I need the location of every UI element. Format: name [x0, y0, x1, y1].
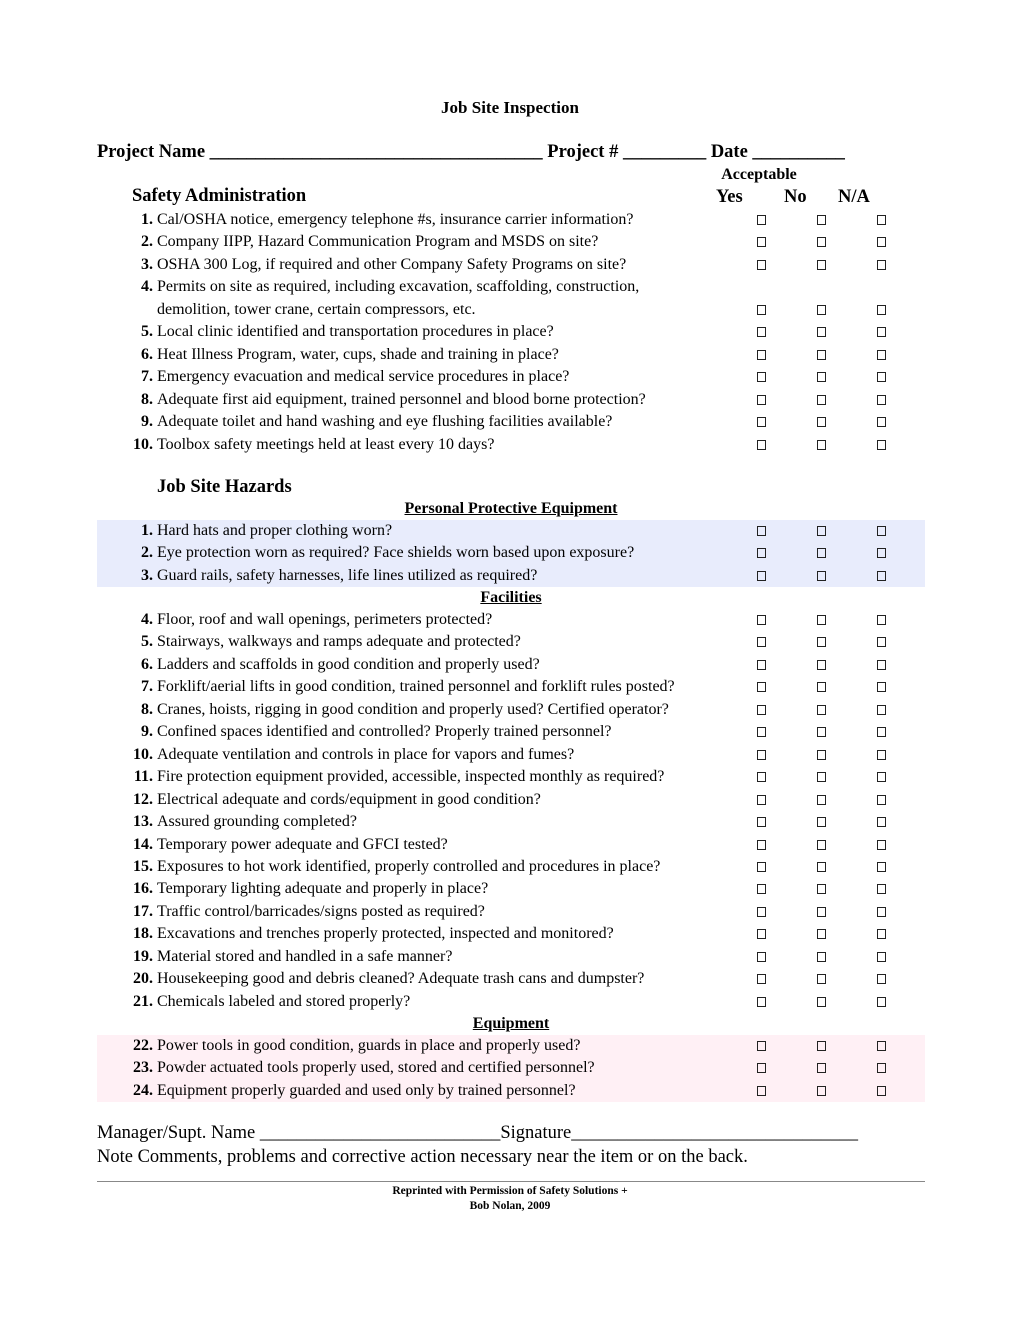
item-text: Cranes, hoists, rigging in good condition and properly used? Certified operator? — [157, 700, 669, 718]
na-checkbox[interactable] — [877, 327, 886, 337]
yes-checkbox[interactable] — [757, 637, 766, 647]
no-checkbox[interactable] — [817, 952, 826, 962]
item-number: 12. — [133, 790, 153, 808]
na-checkbox[interactable] — [877, 215, 886, 225]
checklist-row — [97, 946, 925, 969]
item-text: Temporary lighting adequate and properly in place? — [157, 880, 489, 898]
na-checkbox[interactable] — [877, 727, 886, 737]
checklist-row — [97, 520, 925, 543]
divider — [97, 1181, 925, 1182]
item-text: Temporary power adequate and GFCI tested? — [157, 835, 448, 853]
item-text: Guard rails, safety harnesses, life lines utilized as required? — [157, 566, 538, 584]
yes-checkbox[interactable] — [757, 705, 766, 715]
yes-checkbox[interactable] — [757, 997, 766, 1007]
yes-checkbox[interactable] — [757, 526, 766, 536]
equipment-subheading: Equipment — [472, 1015, 550, 1032]
item-text: Adequate toilet and hand washing and eye flushing facilities available? — [157, 413, 613, 431]
no-checkbox[interactable] — [817, 772, 826, 782]
item-number: 5. — [141, 323, 153, 341]
na-checkbox[interactable] — [877, 260, 886, 270]
na-checkbox[interactable] — [877, 682, 886, 692]
yes-checkbox[interactable] — [757, 215, 766, 225]
na-checkbox[interactable] — [877, 660, 886, 670]
item-text: Permits on site as required, including excavation, scaffolding, construction, — [157, 278, 640, 296]
no-checkbox[interactable] — [817, 327, 826, 337]
na-checkbox[interactable] — [877, 615, 886, 625]
na-checkbox[interactable] — [877, 637, 886, 647]
item-text: Hard hats and proper clothing worn? — [157, 522, 393, 539]
item-number: 2. — [141, 233, 153, 251]
item-number: 24. — [133, 1081, 153, 1099]
checklist-row — [97, 766, 925, 789]
item-number: 9. — [141, 723, 153, 741]
item-number: 11. — [133, 768, 153, 786]
item-text: Traffic control/barricades/signs posted as required? — [157, 902, 485, 920]
checklist-row-continuation — [97, 299, 925, 322]
column-no: No — [784, 187, 807, 207]
no-checkbox[interactable] — [817, 974, 826, 984]
item-text: Housekeeping good and debris cleaned? Adequate trash cans and dumpster? — [157, 970, 645, 988]
no-checkbox[interactable] — [817, 1086, 826, 1096]
yes-checkbox[interactable] — [757, 840, 766, 850]
item-text: Local clinic identified and transportation procedures in place? — [157, 323, 554, 341]
item-number: 6. — [141, 345, 153, 363]
ppe-subheading: Personal Protective Equipment — [404, 500, 618, 517]
no-checkbox[interactable] — [817, 237, 826, 247]
yes-checkbox[interactable] — [757, 548, 766, 558]
no-checkbox[interactable] — [817, 907, 826, 917]
item-number: 10. — [133, 435, 153, 453]
no-checkbox[interactable] — [817, 526, 826, 536]
item-text: Material stored and handled in a safe manner? — [157, 947, 453, 965]
item-text: Assured grounding completed? — [157, 813, 357, 831]
item-text: Adequate ventilation and controls in place for vapors and fumes? — [157, 745, 575, 763]
item-number: 18. — [133, 925, 153, 943]
yes-checkbox[interactable] — [757, 727, 766, 737]
no-checkbox[interactable] — [817, 395, 826, 405]
item-text: Exposures to hot work identified, properly controlled and procedures in place? — [157, 857, 661, 875]
na-checkbox[interactable] — [877, 795, 886, 805]
no-checkbox[interactable] — [817, 215, 826, 225]
yes-checkbox[interactable] — [757, 395, 766, 405]
no-checkbox[interactable] — [817, 705, 826, 715]
yes-checkbox[interactable] — [757, 372, 766, 382]
na-checkbox[interactable] — [877, 571, 886, 581]
yes-checkbox[interactable] — [757, 772, 766, 782]
yes-checkbox[interactable] — [757, 237, 766, 247]
no-checkbox[interactable] — [817, 750, 826, 760]
checklist-row — [97, 811, 925, 834]
checklist-row — [97, 565, 925, 588]
no-checkbox[interactable] — [817, 571, 826, 581]
no-checkbox[interactable] — [817, 305, 826, 315]
column-na: N/A — [838, 187, 870, 207]
na-checkbox[interactable] — [877, 350, 886, 360]
item-number: 10. — [133, 745, 153, 763]
item-number: 17. — [133, 902, 153, 920]
na-checkbox[interactable] — [877, 440, 886, 450]
item-number: 15. — [133, 857, 153, 875]
no-checkbox[interactable] — [817, 372, 826, 382]
no-checkbox[interactable] — [817, 417, 826, 427]
no-checkbox[interactable] — [817, 840, 826, 850]
item-text: Toolbox safety meetings held at least every 10 days? — [157, 435, 495, 453]
no-checkbox[interactable] — [817, 929, 826, 939]
yes-checkbox[interactable] — [757, 417, 766, 427]
no-checkbox[interactable] — [817, 350, 826, 360]
item-number: 1. — [141, 211, 153, 228]
no-checkbox[interactable] — [817, 727, 826, 737]
yes-checkbox[interactable] — [757, 660, 766, 670]
no-checkbox[interactable] — [817, 615, 826, 625]
item-text: Fire protection equipment provided, accessible, inspected monthly as required? — [157, 768, 665, 786]
item-number: 8. — [141, 390, 153, 408]
item-text: Heat Illness Program, water, cups, shade and training in place? — [157, 345, 559, 363]
item-number: 20. — [133, 970, 153, 988]
yes-checkbox[interactable] — [757, 750, 766, 760]
na-checkbox[interactable] — [877, 997, 886, 1007]
yes-checkbox[interactable] — [757, 907, 766, 917]
na-checkbox[interactable] — [877, 548, 886, 558]
safety-administration-heading: Safety Administration — [132, 186, 307, 206]
item-text: Powder actuated tools properly used, stored and certified personnel? — [157, 1059, 595, 1077]
item-number: 5. — [141, 633, 153, 651]
checklist-row — [97, 1080, 925, 1103]
item-number: 21. — [133, 992, 153, 1010]
item-text: Equipment properly guarded and used only by trained personnel? — [157, 1081, 576, 1099]
item-number: 6. — [141, 655, 153, 673]
yes-checkbox[interactable] — [757, 974, 766, 984]
no-checkbox[interactable] — [817, 817, 826, 827]
no-checkbox[interactable] — [817, 795, 826, 805]
yes-checkbox[interactable] — [757, 1063, 766, 1073]
item-text: Forklift/aerial lifts in good condition, trained personnel and forklift rules posted? — [157, 678, 675, 696]
yes-checkbox[interactable] — [757, 817, 766, 827]
na-checkbox[interactable] — [877, 237, 886, 247]
yes-checkbox[interactable] — [757, 305, 766, 315]
project-info-line[interactable]: Project Name ____________________________________ Project # _________ Date __________ — [97, 142, 845, 162]
no-checkbox[interactable] — [817, 440, 826, 450]
no-checkbox[interactable] — [817, 862, 826, 872]
item-number: 8. — [141, 700, 153, 718]
note-text: Note Comments, problems and corrective action necessary near the item or on the back. — [97, 1147, 748, 1167]
item-text: Company IIPP, Hazard Communication Program and MSDS on site? — [157, 233, 599, 251]
checklist-row — [97, 609, 925, 632]
acceptable-heading: Acceptable — [721, 166, 797, 183]
page-title: Job Site Inspection — [441, 98, 579, 117]
na-checkbox[interactable] — [877, 1063, 886, 1073]
checklist-row — [97, 321, 925, 344]
column-headers — [700, 187, 900, 209]
na-checkbox[interactable] — [877, 705, 886, 715]
facilities-subheading: Facilities — [480, 589, 542, 606]
checklist-row — [97, 1057, 925, 1080]
checklist-row — [97, 542, 925, 565]
item-text: Adequate first aid equipment, trained personnel and blood borne protection? — [157, 390, 646, 408]
item-text: Emergency evacuation and medical service procedures in place? — [157, 368, 570, 386]
yes-checkbox[interactable] — [757, 884, 766, 894]
item-number: 1. — [141, 522, 153, 539]
item-text: OSHA 300 Log, if required and other Company Safety Programs on site? — [157, 255, 627, 273]
checklist-row — [97, 254, 925, 277]
item-text: Floor, roof and wall openings, perimeters protected? — [157, 611, 493, 628]
no-checkbox[interactable] — [817, 884, 826, 894]
item-number: 3. — [141, 566, 153, 584]
na-checkbox[interactable] — [877, 750, 886, 760]
no-checkbox[interactable] — [817, 682, 826, 692]
checklist-row — [97, 856, 925, 879]
no-checkbox[interactable] — [817, 1041, 826, 1051]
na-checkbox[interactable] — [877, 840, 886, 850]
na-checkbox[interactable] — [877, 417, 886, 427]
credit-line-2: Bob Nolan, 2009 — [469, 1200, 551, 1212]
yes-checkbox[interactable] — [757, 929, 766, 939]
checklist-row — [97, 344, 925, 367]
na-checkbox[interactable] — [877, 372, 886, 382]
na-checkbox[interactable] — [877, 772, 886, 782]
na-checkbox[interactable] — [877, 526, 886, 536]
checklist-row — [97, 968, 925, 991]
item-text: Chemicals labeled and stored properly? — [157, 992, 411, 1010]
yes-checkbox[interactable] — [757, 260, 766, 270]
yes-checkbox[interactable] — [757, 952, 766, 962]
yes-checkbox[interactable] — [757, 1041, 766, 1051]
na-checkbox[interactable] — [877, 395, 886, 405]
checklist-row — [97, 654, 925, 677]
no-checkbox[interactable] — [817, 637, 826, 647]
checklist-row — [97, 389, 925, 412]
yes-checkbox[interactable] — [757, 327, 766, 337]
item-text: Power tools in good condition, guards in place and properly used? — [157, 1037, 581, 1054]
no-checkbox[interactable] — [817, 548, 826, 558]
item-number: 9. — [141, 413, 153, 431]
no-checkbox[interactable] — [817, 660, 826, 670]
checklist-row — [97, 209, 925, 232]
item-text: Confined spaces identified and controlled? Properly trained personnel? — [157, 723, 612, 741]
checklist-row — [97, 631, 925, 654]
checklist-row — [97, 721, 925, 744]
item-number: 23. — [133, 1059, 153, 1077]
yes-checkbox[interactable] — [757, 1086, 766, 1096]
item-number: 3. — [141, 255, 153, 273]
checklist-row — [97, 411, 925, 434]
checklist-row — [97, 276, 925, 299]
checklist-row — [97, 744, 925, 767]
item-number: 16. — [133, 880, 153, 898]
item-number: 4. — [141, 611, 153, 628]
item-text: Ladders and scaffolds in good condition and properly used? — [157, 655, 540, 673]
yes-checkbox[interactable] — [757, 350, 766, 360]
item-text-continued: demolition, tower crane, certain compressors, etc. — [157, 300, 476, 318]
no-checkbox[interactable] — [817, 260, 826, 270]
item-number: 2. — [141, 544, 153, 562]
na-checkbox[interactable] — [877, 907, 886, 917]
job-site-hazards-heading: Job Site Hazards — [157, 477, 292, 497]
checklist-row — [97, 1035, 925, 1058]
yes-checkbox[interactable] — [757, 682, 766, 692]
item-number: 13. — [133, 813, 153, 831]
item-number: 14. — [133, 835, 153, 853]
yes-checkbox[interactable] — [757, 795, 766, 805]
yes-checkbox[interactable] — [757, 440, 766, 450]
na-checkbox[interactable] — [877, 817, 886, 827]
credit-line-1: Reprinted with Permission of Safety Solutions + — [392, 1185, 628, 1197]
item-number: 19. — [133, 947, 153, 965]
checklist-row — [97, 366, 925, 389]
yes-checkbox[interactable] — [757, 571, 766, 581]
item-text: Cal/OSHA notice, emergency telephone #s, insurance carrier information? — [157, 211, 634, 228]
no-checkbox[interactable] — [817, 997, 826, 1007]
item-text: Excavations and trenches properly protected, inspected and monitored? — [157, 925, 614, 943]
na-checkbox[interactable] — [877, 862, 886, 872]
checklist-row — [97, 789, 925, 812]
checklist-row — [97, 676, 925, 699]
checklist-row — [97, 231, 925, 254]
na-checkbox[interactable] — [877, 884, 886, 894]
na-checkbox[interactable] — [877, 929, 886, 939]
yes-checkbox[interactable] — [757, 862, 766, 872]
item-text: Electrical adequate and cords/equipment in good condition? — [157, 790, 541, 808]
checklist-row — [97, 991, 925, 1014]
na-checkbox[interactable] — [877, 1086, 886, 1096]
na-checkbox[interactable] — [877, 952, 886, 962]
column-yes: Yes — [716, 187, 743, 207]
checklist-row — [97, 923, 925, 946]
signature-line[interactable]: Manager/Supt. Name __________________________Signature_______________________________ — [97, 1123, 859, 1143]
item-number: 7. — [141, 368, 153, 386]
na-checkbox[interactable] — [877, 974, 886, 984]
na-checkbox[interactable] — [877, 1041, 886, 1051]
item-number: 7. — [141, 678, 153, 696]
checklist-row — [97, 901, 925, 924]
item-text: Eye protection worn as required? Face shields worn based upon exposure? — [157, 544, 635, 562]
checklist-row — [97, 834, 925, 857]
checklist-row — [97, 699, 925, 722]
checklist-row — [97, 878, 925, 901]
no-checkbox[interactable] — [817, 1063, 826, 1073]
item-number: 4. — [141, 278, 153, 296]
item-text: Stairways, walkways and ramps adequate and protected? — [157, 633, 521, 651]
yes-checkbox[interactable] — [757, 615, 766, 625]
na-checkbox[interactable] — [877, 305, 886, 315]
checklist-row — [97, 434, 925, 457]
item-number: 22. — [133, 1037, 153, 1054]
